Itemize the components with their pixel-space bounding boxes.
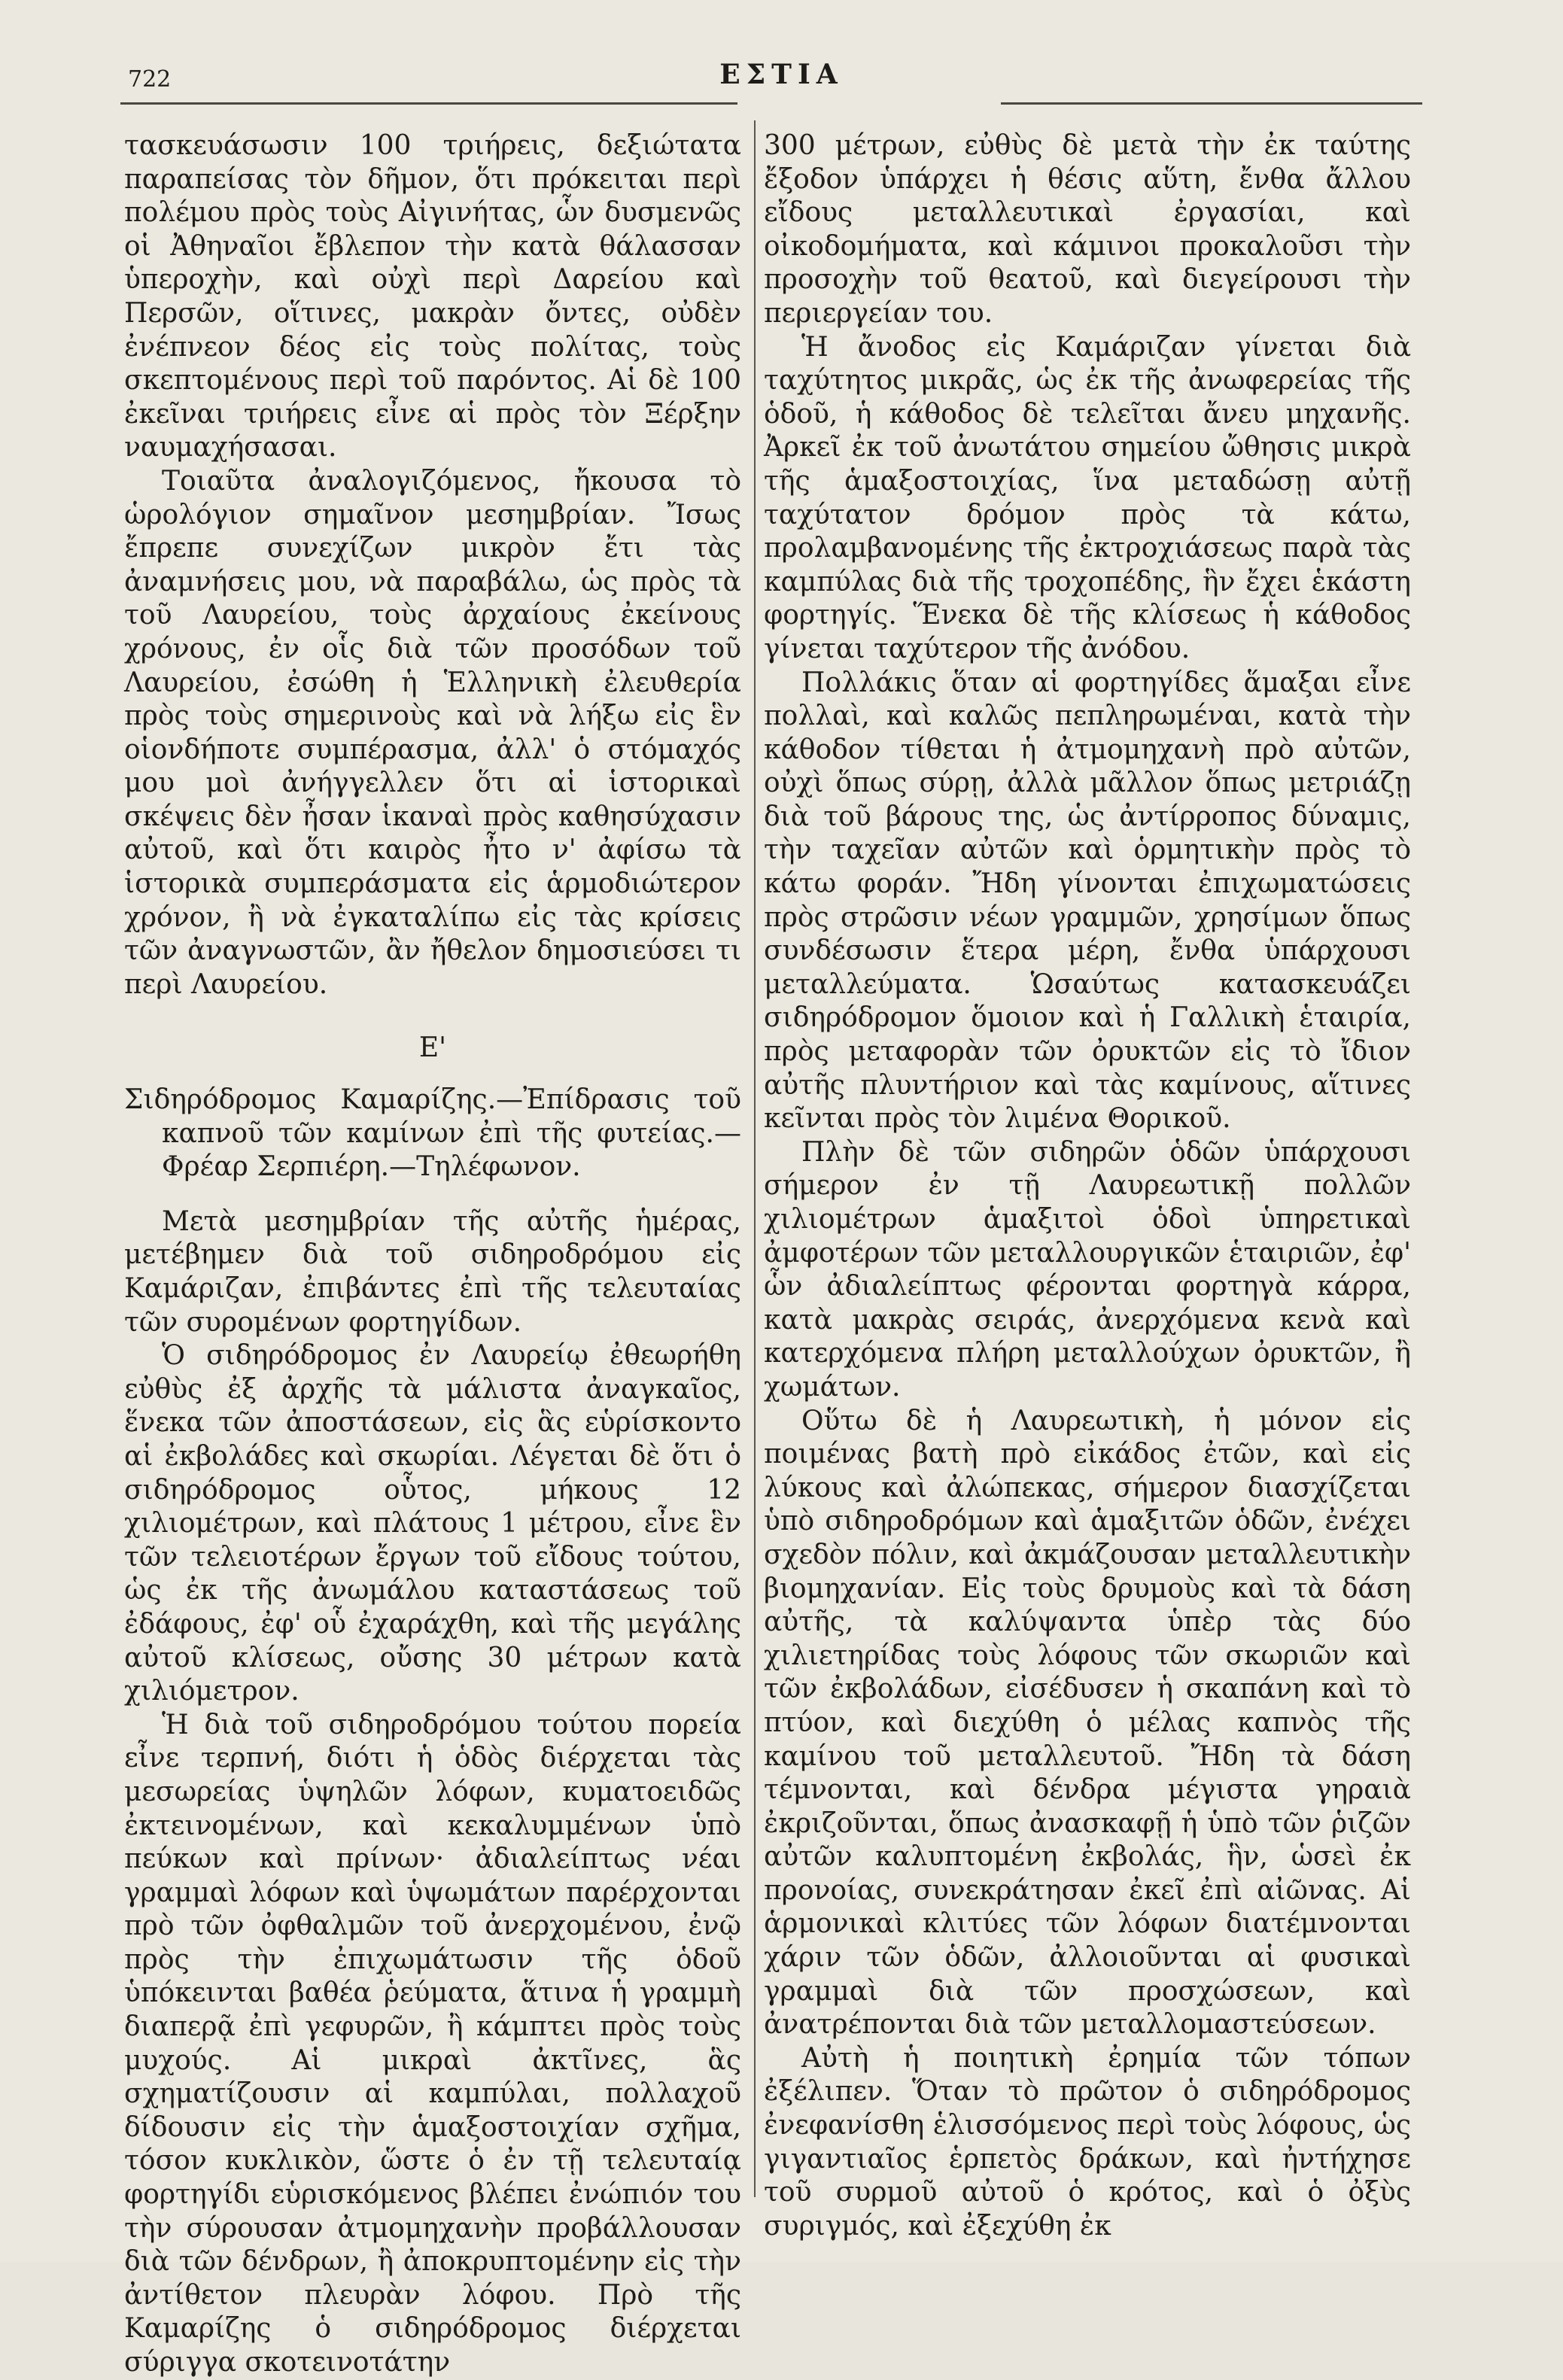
header-rule-left — [120, 102, 737, 105]
paragraph: τασκευάσωσιν 100 τριήρεις, δεξιώτατα παραπείσας τὸν δῆμον, ὅτι πρόκειται περὶ πολέμου πρὸς τοὺς Αἰγινήτας, ὧν δυσμενῶς οἱ Ἀθηναῖοι ἔβλεπον τὴν κατὰ θάλασσαν ὑπεροχὴν, καὶ οὐχὶ περὶ Δαρείου καὶ Περσῶν, οἵτινες, μακρὰν ὄντες, οὐδὲν ἐνέπνεον δέος εἰς τοὺς πολίτας, τοὺς σκεπτομένους περὶ τοῦ παρόντος. Αἱ δὲ 100 ἐκεῖναι τριήρεις εἶνε αἱ πρὸς τὸν Ξέρξην ναυμαχήσασαι. — [124, 130, 741, 464]
paragraph: Ὁ σιδηρόδρομος ἐν Λαυρείῳ ἐθεωρήθη εὐθὺς ἐξ ἀρχῆς τὰ μάλιστα ἀναγκαῖος, ἕνεκα τῶν ἀποστάσεων, εἰς ἃς εὑρίσκοντο αἱ ἐκβολάδες καὶ σκωρίαι. Λέγεται δὲ ὅτι ὁ σιδηρόδρομος οὗτος, μήκους 12 χιλιομέτρων, καὶ πλάτους 1 μέτρου, εἶνε ἓν τῶν τελειοτέρων ἔργων τοῦ εἴδους τούτου, ὡς ἐκ τῆς ἀνωμάλου καταστάσεως τοῦ ἐδάφους, ἐφ' οὗ ἐχαράχθη, καὶ τῆς μεγάλης αὐτοῦ κλίσεως, οὔσης 30 μέτρων κατὰ χιλιόμετρον. — [124, 1340, 741, 1707]
paragraph: Ἡ διὰ τοῦ σιδηροδρόμου τούτου πορεία εἶνε τερπνή, διότι ἡ ὁδὸς διέρχεται τὰς μεσωρείας ὑψηλῶν λόφων, κυματοειδῶς ἐκτεινομένων, καὶ κεκαλυμμένων ὑπὸ πεύκων καὶ πρίνων· ἀδιαλείπτως νέαι γραμμαὶ λόφων καὶ ὑψωμάτων παρέρχονται πρὸ τῶν ὀφθαλμῶν τοῦ ἀνερχομένου, ἐνῷ πρὸς τὴν ἐπιχωμάτωσιν τῆς ὁδοῦ ὑπόκεινται βαθέα ῥεύματα, ἅτινα ἡ γραμμὴ διαπερᾷ ἐπὶ γεφυρῶν, ἢ κάμπτει πρὸς τοὺς μυχούς. Αἱ μικραὶ ἀκτῖνες, ἃς σχηματίζουσιν αἱ καμπύλαι, πολλαχοῦ δίδουσιν εἰς τὴν ἁμαξοστοιχίαν σχῆμα, τόσον κυκλικὸν, ὥστε ὁ ἐν τῇ τελευταίᾳ φορτηγίδι εὑρισκόμενος βλέπει ἐνώπιόν του τὴν σύρουσαν ἀτμομηχανὴν προβάλλουσαν διὰ τῶν δένδρων, ἢ ἀποκρυπτομένην εἰς τὴν ἀντίθετον πλευρὰν λόφου. Πρὸ τῆς Καμαρίζης ὁ σιδηρόδρομος διέρχεται σύριγγα σκοτεινοτάτην — [124, 1709, 741, 2378]
paragraph: Μετὰ μεσημβρίαν τῆς αὐτῆς ἡμέρας, μετέβημεν διὰ τοῦ σιδηροδρόμου εἰς Καμάριζαν, ἐπιβάντες ἐπὶ τῆς τελευταίας τῶν συρομένων φορτηγίδων. — [124, 1205, 741, 1338]
page-header — [0, 0, 1563, 113]
page-number: 722 — [128, 66, 172, 93]
right-column — [764, 129, 1411, 2243]
paragraph: Αὐτὴ ἡ ποιητικὴ ἐρημία τῶν τόπων ἐξέλιπεν. Ὅταν τὸ πρῶτον ὁ σιδηρόδρομος ἐνεφανίσθη ἑλισσόμενος περὶ τοὺς λόφους, ὡς γιγαντιαῖος ἑρπετὸς δράκων, καὶ ἠντήχησε τοῦ συρμοῦ αὐτοῦ ὁ κρότος, καὶ ὁ ὀξὺς συριγμός, καὶ ἐξεχύθη ἐκ — [764, 2042, 1411, 2242]
column-divider — [754, 120, 756, 2197]
section-subtitle: Σιδηρόδρομος Καμαρίζης.—Ἐπίδρασις τοῦ καπνοῦ τῶν καμίνων ἐπὶ τῆς φυτείας.—Φρέαρ Σερπιέρη.—Τηλέφωνον. — [124, 1084, 741, 1183]
journal-title: ΕΣΤΙΑ — [719, 59, 844, 90]
paragraph: Τοιαῦτα ἀναλογιζόμενος, ἤκουσα τὸ ὡρολόγιον σημαῖνον μεσημβρίαν. Ἴσως ἔπρεπε συνεχίζων μικρὸν ἔτι τὰς ἀναμνήσεις μου, νὰ παραβάλω, ὡς πρὸς τὰ τοῦ Λαυρείου, τοὺς ἀρχαίους ἐκείνους χρόνους, ἐν οἷς διὰ τῶν προσόδων τοῦ Λαυρείου, ἐσώθη ἡ Ἑλληνικὴ ἐλευθερία πρὸς τοὺς σημερινοὺς καὶ νὰ λήξω εἰς ἓν οἱονδήποτε συμπέρασμα, ἀλλ' ὁ στόμαχός μου μοὶ ἀνήγγελλεν ὅτι αἱ ἱστορικαὶ σκέψεις δὲν ἦσαν ἱκαναὶ πρὸς καθησύχασιν αὐτοῦ, καὶ ὅτι καιρὸς ἦτο ν' ἀφίσω τὰ ἱστορικὰ συμπεράσματα εἰς ἁρμοδιώτερον χρόνον, ἢ νὰ ἐγκαταλίπω εἰς τὰς κρίσεις τῶν ἀναγνωστῶν, ἂν ἤθελον δημοσιεύσει τι περὶ Λαυρείου. — [124, 465, 741, 1000]
paragraph: Πολλάκις ὅταν αἱ φορτηγίδες ἅμαξαι εἶνε πολλαὶ, καὶ καλῶς πεπληρωμέναι, κατὰ τὴν κάθοδον τίθεται ἡ ἀτμομηχανὴ πρὸ αὐτῶν, οὐχὶ ὅπως σύρῃ, ἀλλὰ μᾶλλον ὅπως μετριάζῃ διὰ τοῦ βάρους της, ὡς ἀντίρροπος δύναμις, τὴν ταχεῖαν αὐτῶν καὶ ὁρμητικὴν πρὸς τὸ κάτω φοράν. Ἤδη γίνονται ἐπιχωματώσεις πρὸς στρῶσιν νέων γραμμῶν, χρησίμων ὅπως συνδέσωσιν ἕτερα μέρη, ἔνθα ὑπάρχουσι μεταλλεύματα. Ὡσαύτως κατασκευάζει σιδηρόδρομον ὅμοιον καὶ ἡ Γαλλικὴ ἑταιρία, πρὸς μεταφορὰν τῶν ὀρυκτῶν εἰς τὸ ἴδιον αὐτῆς πλυντήριον καὶ τὰς καμίνους, αἵτινες κεῖνται πρὸς τὸν λιμένα Θορικοῦ. — [764, 667, 1411, 1135]
paragraph: 300 μέτρων, εὐθὺς δὲ μετὰ τὴν ἐκ ταύτης ἔξοδον ὑπάρχει ἡ θέσις αὕτη, ἔνθα ἄλλου εἴδους μεταλλευτικαὶ ἐργασίαι, καὶ οἰκοδομήματα, καὶ κάμινοι προκαλοῦσι τὴν προσοχὴν τοῦ θεατοῦ, καὶ διεγείρουσι τὴν περιεργείαν του. — [764, 130, 1411, 329]
paragraph: Οὕτω δὲ ἡ Λαυρεωτικὴ, ἡ μόνον εἰς ποιμένας βατὴ πρὸ εἰκάδος ἐτῶν, καὶ εἰς λύκους καὶ ἀλώπεκας, σήμερον διασχίζεται ὑπὸ σιδηροδρόμων καὶ ἁμαξιτῶν ὁδῶν, ἐνέχει σχεδὸν πόλιν, καὶ ἀκμάζουσαν μεταλλευτικὴν βιομηχανίαν. Εἰς τοὺς δρυμοὺς καὶ τὰ δάση αὐτῆς, τὰ καλύψαντα ὑπὲρ τὰς δύο χιλιετηρίδας τοὺς λόφους τῶν σκωριῶν καὶ τῶν ἐκβολάδων, εἰσέδυσεν ἡ σκαπάνη καὶ τὸ πτύον, καὶ διεχύθη ὁ μέλας καπνὸς τῆς καμίνου τοῦ μεταλλευτοῦ. Ἤδη τὰ δάση τέμνονται, καὶ δένδρα μέγιστα γηραιὰ ἐκριζοῦνται, ὅπως ἀνασκαφῇ ἡ ὑπὸ τῶν ῥιζῶν αὐτῶν καλυπτομένη ἐκβολάς, ἣν, ὡσεὶ ἐκ προνοίας, συνεκράτησαν ἐκεῖ ἐπὶ αἰῶνας. Αἱ ἁρμονικαὶ κλιτύες τῶν λόφων διατέμνονται χάριν τῶν ὁδῶν, ἀλλοιοῦνται αἱ φυσικαὶ γραμμαὶ διὰ τῶν προσχώσεων, καὶ ἀνατρέπονται διὰ τῶν μεταλλομαστεύσεων. — [764, 1405, 1411, 2041]
header-rule-right — [1001, 102, 1422, 105]
paragraph: Ἡ ἄνοδος εἰς Καμάριζαν γίνεται διὰ ταχύτητος μικρᾶς, ὡς ἐκ τῆς ἀνωφερείας τῆς ὁδοῦ, ἡ κάθοδος δὲ τελεῖται ἄνευ μηχανῆς. Ἀρκεῖ ἐκ τοῦ ἀνωτάτου σημείου ὤθησις μικρὰ τῆς ἁμαξοστοιχίας, ἵνα μεταδώσῃ αὐτῇ ταχύτατον δρόμον πρὸς τὰ κάτω, προλαμβανομένης τῆς ἐκτροχιάσεως παρὰ τὰς καμπύλας διὰ τῆς τροχοπέδης, ἣν ἔχει ἑκάστη φορτηγίς. Ἕνεκα δὲ τῆς κλίσεως ἡ κάθοδος γίνεται ταχύτερον τῆς ἀνόδου. — [764, 331, 1411, 664]
section-heading: Ε' — [418, 1032, 447, 1064]
paragraph: Πλὴν δὲ τῶν σιδηρῶν ὁδῶν ὑπάρχουσι σήμερον ἐν τῇ Λαυρεωτικῇ πολλῶν χιλιομέτρων ἁμαξιτοὶ ὁδοὶ ὑπηρετικαὶ ἀμφοτέρων τῶν μεταλλουργικῶν ἑταιριῶν, ἐφ' ὧν ἀδιαλείπτως φέρονται φορτηγὰ κάρρα, κατὰ μακρὰς σειράς, ἀνερχόμενα κενὰ καὶ κατερχόμενα πλήρη μεταλλούχων ὀρυκτῶν, ἢ χωμάτων. — [764, 1136, 1411, 1403]
left-column — [124, 129, 741, 2380]
